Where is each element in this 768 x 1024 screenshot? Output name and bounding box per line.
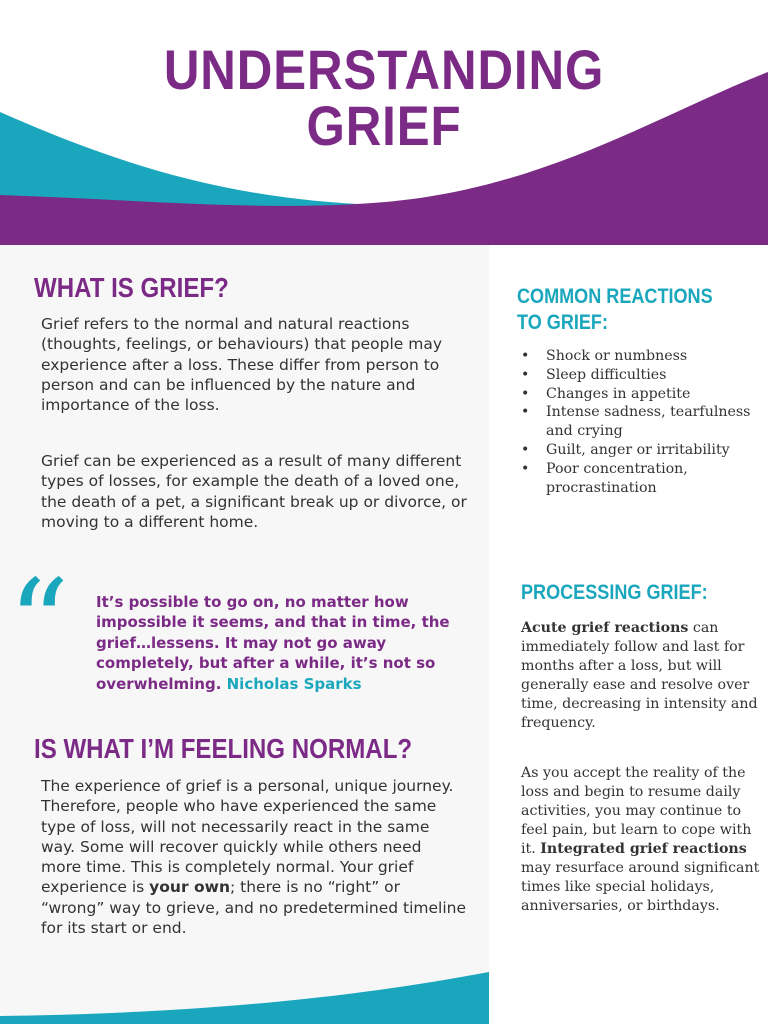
processing-p2-text-1: As you accept the reality of the loss and begin to resume daily activities, you may continue to feel pain, but learn to cope with it.	[521, 765, 752, 857]
quote-block	[96, 592, 466, 694]
processing-p2-text-2: may resurface around significant times like special holidays, anniversaries, or birthdays.	[521, 860, 760, 914]
list-item: • Sleep difficulties	[521, 366, 756, 385]
processing-paragraph-2	[521, 764, 761, 916]
feeling-normal-bold: your own	[149, 878, 230, 897]
what-is-grief-heading: WHAT IS GRIEF?	[34, 272, 229, 303]
processing-grief-heading: PROCESSING GRIEF:	[521, 581, 708, 604]
page-title-line2: GRIEF	[306, 94, 462, 157]
common-reactions-heading-line1: COMMON REACTIONS	[517, 285, 713, 308]
feeling-normal-paragraph	[41, 776, 466, 938]
quote-author: Nicholas Sparks	[226, 674, 362, 693]
what-is-grief-paragraph-1: Grief refers to the normal and natural reactions (thoughts, feelings, or behaviours) that people may experience after a loss. These differ from person to person and can be influenced by the nature and importance of the loss.	[41, 315, 442, 415]
list-item: • Guilt, anger or irritability	[521, 441, 756, 460]
common-reactions-heading-line2: TO GRIEF:	[517, 311, 608, 334]
integrated-grief-bold: Integrated grief reactions	[540, 841, 747, 857]
processing-paragraph-1	[521, 619, 761, 733]
feeling-normal-text-1: The experience of grief is a personal, unique journey. Therefore, people who have experienced the same type of loss, will not necessarily react in the same way. Some will recover quickly while others need more time. This is completely normal. Your grief experience is	[41, 777, 454, 897]
list-item: • Intense sadness, tearfulness and crying	[521, 403, 756, 441]
feeling-normal-heading: IS WHAT I’M FEELING NORMAL?	[34, 733, 413, 764]
bottom-wave	[0, 964, 489, 1024]
processing-p1-text: can immediately follow and last for months after a loss, but will generally ease and resolve over time, decreasing in intensity and frequency.	[521, 620, 758, 731]
acute-grief-bold: Acute grief reactions	[521, 620, 689, 636]
list-item: • Changes in appetite	[521, 385, 756, 404]
header-banner	[0, 0, 768, 245]
list-item: • Shock or numbness	[521, 347, 756, 366]
leaf-drop-logo-icon	[0, 0, 44, 78]
what-is-grief-paragraph-2: Grief can be experienced as a result of many different types of losses, for example the death of a loved one, the death of a pet, a significant break up or divorce, or moving to a different home.	[41, 452, 467, 531]
quote-text: It’s possible to go on, no matter how impossible it seems, and that in time, the grief…lessens. It may not go away completely, but after a while, it’s not so overwhelming.	[96, 593, 450, 693]
feeling-normal-text-2: ; there is no “right” or “wrong” way to grieve, and no predetermined timeline for its start or end.	[41, 878, 467, 938]
common-reactions-list	[521, 347, 756, 497]
list-item: • Poor concentration, procrastination	[521, 460, 756, 498]
quote-mark-icon: “	[8, 555, 70, 694]
page-title-line1: UNDERSTANDING	[163, 38, 605, 101]
